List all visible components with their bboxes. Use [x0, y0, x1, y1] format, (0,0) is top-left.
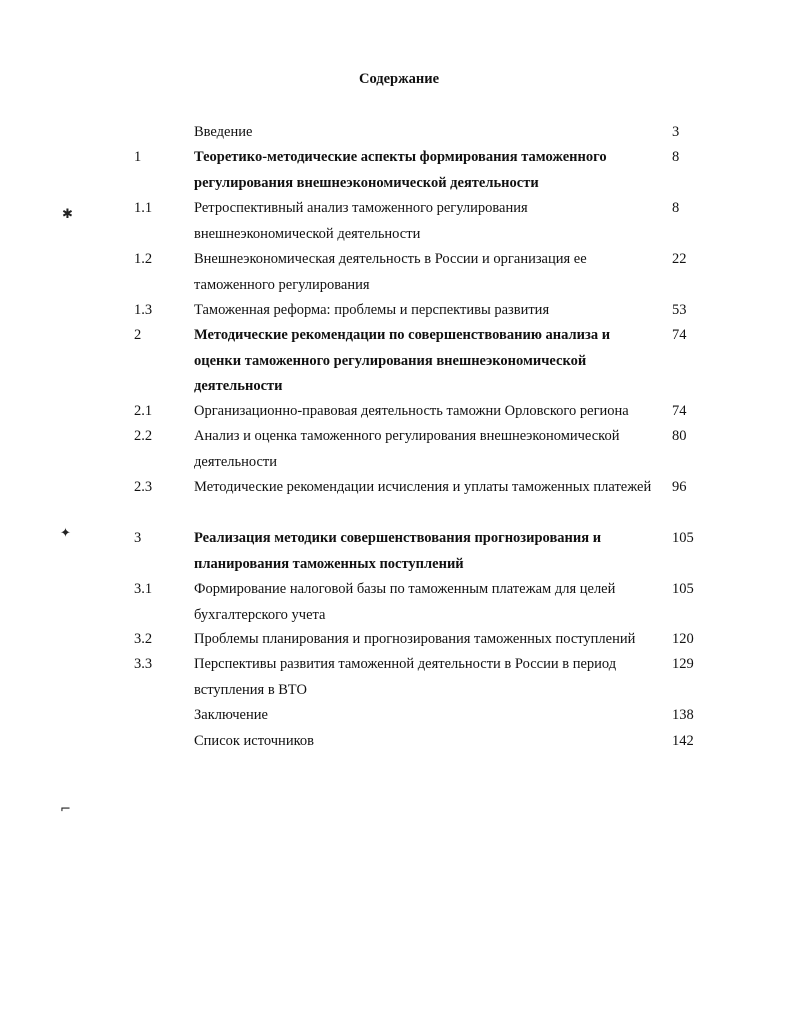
- entry-number: 3.3: [134, 656, 153, 672]
- entry-number: 1.2: [134, 251, 153, 267]
- entry-title: Формирование налоговой базы по таможенным платежам для целей бухгалтерского учета: [194, 581, 616, 623]
- entry-title: Методические рекомендации исчисления и уплаты таможенных платежей: [194, 479, 652, 495]
- entry-page: 129: [672, 656, 694, 672]
- entry-title: Заключение: [194, 707, 268, 723]
- entry-number: 3.1: [134, 581, 153, 597]
- entry-page: 74: [672, 403, 687, 419]
- entry-title: Список источников: [194, 733, 314, 749]
- scan-speck-mark: ⌐: [60, 802, 71, 817]
- entry-title: Введение: [194, 124, 253, 140]
- entry-title: Методические рекомендации по совершенствованию анализа и оценки таможенного регулирования внешнеэкономической деятельности: [194, 327, 611, 394]
- entry-page: 120: [672, 631, 694, 647]
- entry-title: Таможенная реформа: проблемы и перспективы развития: [194, 302, 550, 318]
- entry-title: Теоретико-методические аспекты формирования таможенного регулирования внешнеэкономической деятельности: [194, 149, 607, 191]
- entry-number: 2: [134, 327, 142, 343]
- entry-page: 8: [672, 149, 680, 165]
- entry-page: 22: [672, 251, 687, 267]
- entry-page: 53: [672, 302, 687, 318]
- page-title: Содержание: [358, 71, 440, 87]
- entry-page: 3: [672, 124, 680, 140]
- entry-number: 1.3: [134, 302, 153, 318]
- entry-title: Внешнеэкономическая деятельность в России и организация ее таможенного регулирования: [194, 251, 587, 293]
- entry-page: 138: [672, 707, 694, 723]
- entry-page: 74: [672, 327, 687, 343]
- entry-title: Перспективы развития таможенной деятельности в России в период вступления в ВТО: [194, 656, 617, 698]
- entry-number: 1.1: [134, 200, 153, 216]
- entry-title: Организационно-правовая деятельность таможни Орловского региона: [194, 403, 629, 419]
- entry-title: Проблемы планирования и прогнозирования таможенных поступлений: [194, 631, 636, 647]
- entry-number: 2.1: [134, 403, 153, 419]
- entry-number: 3: [134, 530, 142, 546]
- entry-page: 142: [672, 733, 694, 749]
- entry-page: 105: [672, 530, 694, 546]
- entry-number: 3.2: [134, 631, 153, 647]
- entry-title: Анализ и оценка таможенного регулирования внешнеэкономической деятельности: [194, 428, 620, 470]
- entry-title: Реализация методики совершенствования прогнозирования и планирования таможенных поступлений: [194, 530, 602, 572]
- scan-speck-mark: ✦: [60, 526, 71, 541]
- entry-title: Ретроспективный анализ таможенного регулирования внешнеэкономической деятельности: [194, 200, 528, 242]
- entry-page: 8: [672, 200, 680, 216]
- entry-page: 80: [672, 428, 687, 444]
- entry-page: 105: [672, 581, 694, 597]
- entry-number: 2.2: [134, 428, 153, 444]
- entry-page: 96: [672, 479, 687, 495]
- entry-number: 1: [134, 149, 142, 165]
- entry-number: 2.3: [134, 479, 153, 495]
- scan-speck-mark: ✱: [62, 207, 73, 222]
